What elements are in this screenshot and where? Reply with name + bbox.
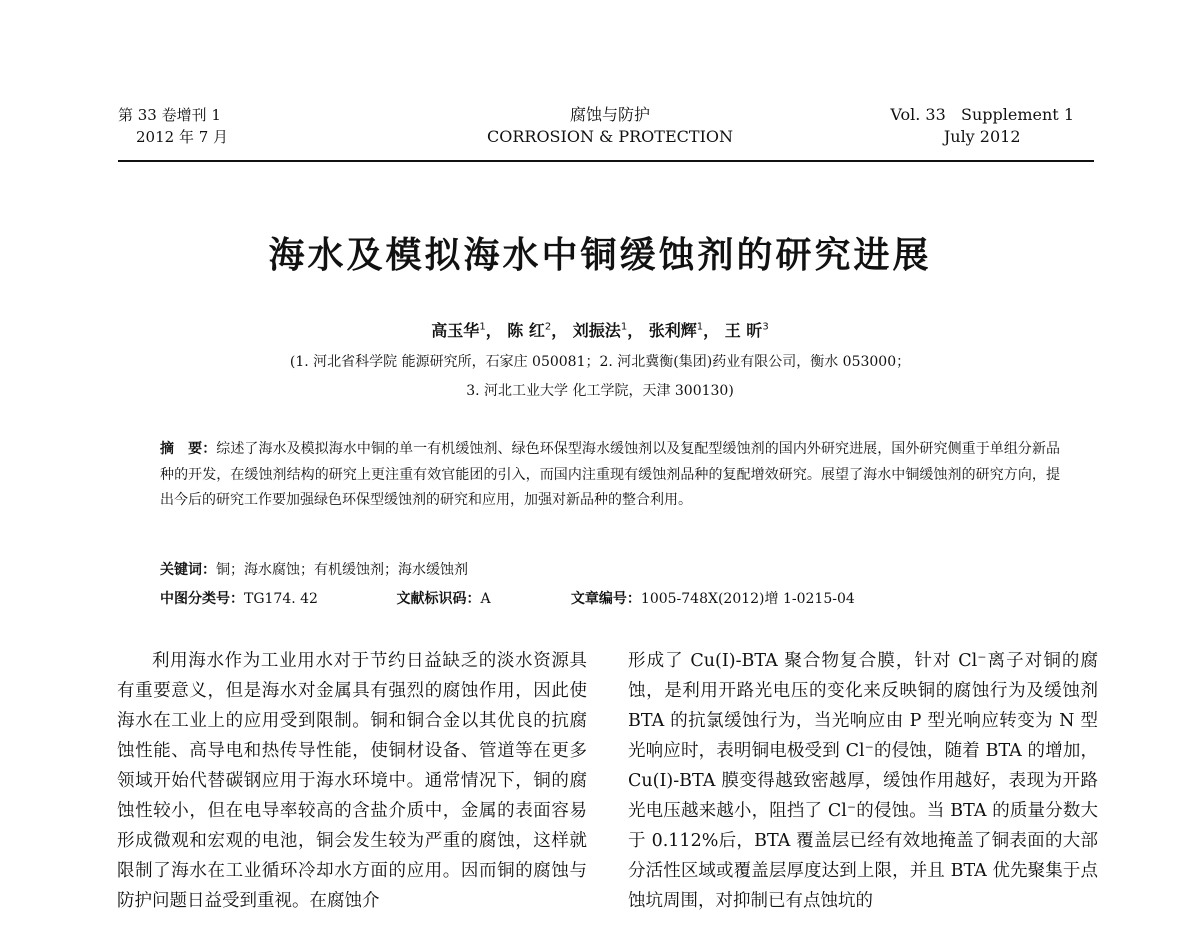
author-affiliation-mark: 1 bbox=[620, 321, 628, 333]
author-name: 张利辉 bbox=[648, 321, 697, 340]
clc-label: 中图分类号： bbox=[160, 591, 244, 607]
journal-volume-info bbox=[118, 104, 228, 148]
abstract bbox=[160, 437, 1060, 514]
article-no-value: 1005-748X(2012)增 1-0215-04 bbox=[640, 591, 855, 607]
affiliation-line: (1. 河北省科学院 能源研究所，石家庄 050081；2. 河北冀衡(集团)药业有限公司，衡水 053000； bbox=[289, 354, 911, 370]
header-rule bbox=[118, 160, 1094, 162]
volume-line: 第 33 卷增刊 1 bbox=[118, 106, 221, 124]
affiliation-line: 3. 河北工业大学 化工学院，天津 300130) bbox=[466, 383, 734, 399]
journal-title bbox=[410, 104, 810, 148]
journal-name-en: CORROSION & PROTECTION bbox=[486, 127, 733, 146]
body-paragraph: 形成了 Cu(I)-BTA 聚合物复合膜，针对 Cl⁻离子对铜的腐蚀，是利用开路光电压的变化来反映铜的腐蚀行为及缓蚀剂 BTA 的抗氯缓蚀行为，当光响应由 P 型光响应转变为 N 型光响应时，表明铜电极受到 Cl⁻的侵蚀，随着 BTA 的增加，Cu(I)-BTA 膜变得越致密越厚，缓蚀作用越好，表现为开路光电压越来越小，阻挡了 Cl⁻的侵蚀。当 BTA 的质量分数大于 0.112%后，BTA 覆盖层已经有效地掩盖了铜表面的大部分活性区域或覆盖层厚度达到上限，并且 BTA 优先聚集于点蚀坑周围，对抑制已有点蚀坑的 bbox=[628, 651, 1098, 911]
abstract-text: 综述了海水及模拟海水中铜的单一有机缓蚀剂、绿色环保型海水缓蚀剂以及复配型缓蚀剂的国内外研究进展，国外研究侧重于单组分新品种的开发，在缓蚀剂结构的研究上更注重有效官能团的引入，而国内注重现有缓蚀剂品种的复配增效研究。展望了海水中铜缓蚀剂的研究方向，提出今后的研究工作要加强绿色环保型缓蚀剂的研究和应用，加强对新品种的整合利用。 bbox=[160, 441, 1061, 508]
clc-value: TG174. 42 bbox=[244, 591, 318, 607]
date-line-en: July 2012 bbox=[943, 127, 1021, 146]
author-affiliation-mark: 1 bbox=[696, 321, 704, 333]
body-column-left bbox=[117, 646, 587, 916]
author-name: 高玉华 bbox=[431, 321, 480, 340]
body-column-right bbox=[628, 646, 1098, 916]
keywords-text: 铜；海水腐蚀；有机缓蚀剂；海水缓蚀剂 bbox=[216, 562, 468, 578]
author-name: 陈 红 bbox=[507, 321, 545, 340]
paper-title: 海水及模拟海水中铜缓蚀剂的研究进展 bbox=[268, 235, 932, 276]
author-affiliation-mark: 2 bbox=[544, 321, 552, 333]
abstract-label: 摘 要： bbox=[160, 441, 217, 457]
doc-code-value: A bbox=[480, 591, 491, 607]
journal-name-cn: 腐蚀与防护 bbox=[569, 105, 650, 124]
keywords bbox=[160, 559, 468, 579]
body-paragraph: 利用海水作为工业用水对于节约日益缺乏的淡水资源具有重要意义，但是海水对金属具有强烈的腐蚀作用，因此使海水在工业上的应用受到限制。铜和铜合金以其优良的抗腐蚀性能、高导电和热传导性能，使铜材设备、管道等在更多领域开始代替碳钢应用于海水环境中。通常情况下，铜的腐蚀性较小，但在电导率较高的含盐介质中，金属的表面容易形成微观和宏观的电池，铜会发生较为严重的腐蚀，这样就限制了海水在工业循环冷却水方面的应用。因而铜的腐蚀与防护问题日益受到重视。在腐蚀介 bbox=[117, 651, 587, 911]
author-affiliation-mark: 3 bbox=[762, 321, 769, 333]
author-list: 高玉华$^1$， 陈 红$^2$， 刘振法$^1$， 张利辉$^1$， 王 昕$^3$ bbox=[431, 321, 769, 340]
author-name: 王 昕 bbox=[724, 321, 763, 340]
article-no-label: 文章编号： bbox=[570, 591, 641, 607]
doc-code-label: 文献标识码： bbox=[396, 591, 481, 607]
journal-volume-info-en bbox=[890, 104, 1074, 148]
date-line: 2012 年 7 月 bbox=[136, 128, 229, 146]
author-name: 刘振法 bbox=[572, 321, 621, 340]
keywords-label: 关键词： bbox=[160, 562, 216, 578]
classification-info bbox=[160, 588, 1060, 608]
volume-line-en: Vol. 33 Supplement 1 bbox=[890, 105, 1074, 124]
author-affiliation-mark: 1 bbox=[479, 321, 486, 333]
